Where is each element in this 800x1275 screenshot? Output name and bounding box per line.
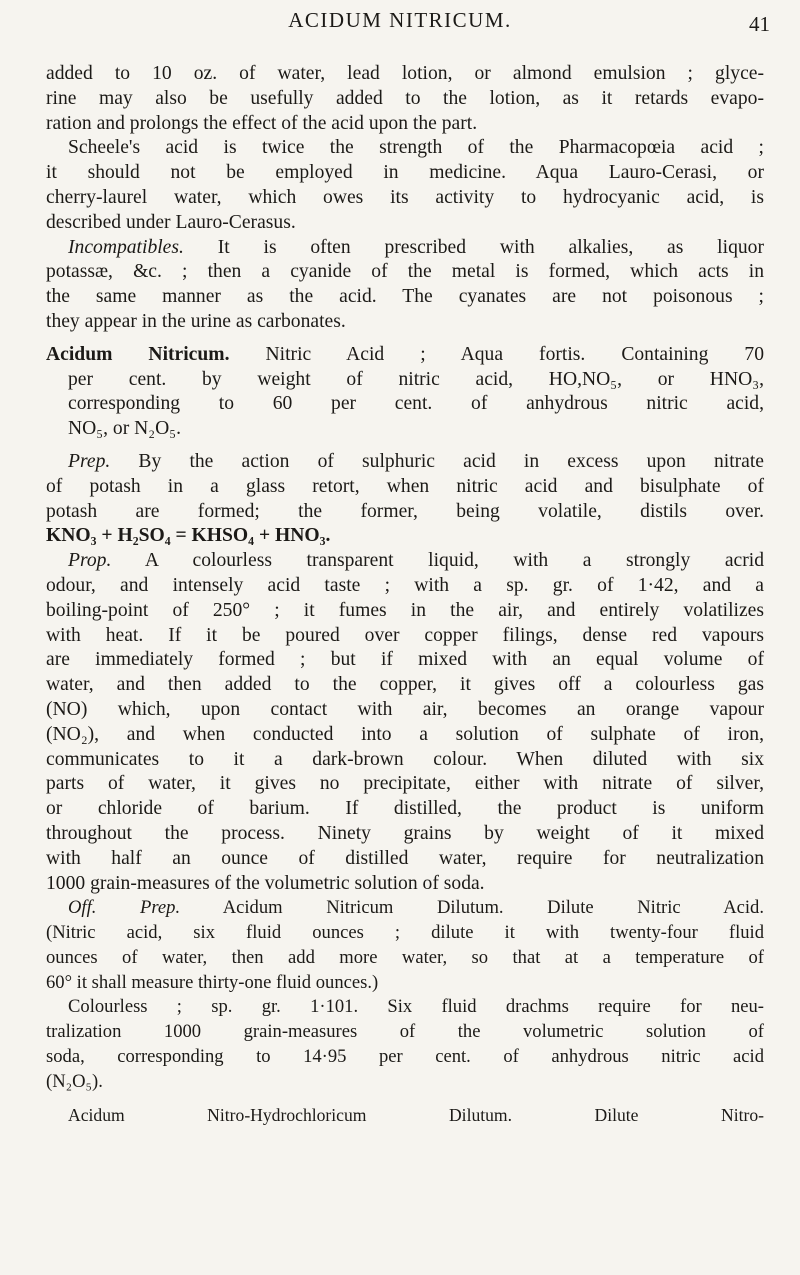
running-head: ACIDUM NITRICUM. <box>288 8 512 32</box>
text-line: ounces of water, then add more water, so that at a temperature of <box>46 946 764 968</box>
text-line: it should not be employed in medicine. Aqua Lauro-Cerasi, or <box>46 162 764 184</box>
text-line: added to 10 oz. of water, lead lotion, or almond emulsion ; glyce- <box>46 63 764 84</box>
text-line: boiling-point of 250° ; it fumes in the air, and entirely volatilizes <box>46 599 764 621</box>
text-line: parts of water, it gives no precipitate, either with nitrate of silver, <box>46 773 764 795</box>
section-heading: Prep. <box>68 450 111 472</box>
text-line: odour, and intensely acid taste ; with a sp. gr. of 1·42, and a <box>46 574 764 596</box>
text-line: communicates to it a dark-brown colour. When diluted with six <box>46 748 764 770</box>
text-line: they appear in the urine as carbonates. <box>46 310 346 332</box>
text-line: potash are formed; the former, being volatile, distils over. <box>46 500 764 522</box>
text-line: corresponding to 60 per cent. of anhydrous nitric acid, <box>68 393 764 415</box>
text-line: (Nitric acid, six fluid ounces ; dilute it with twenty-four fluid <box>46 922 764 944</box>
text-line: 1000 grain-measures of the volumetric solution of soda. <box>46 872 485 894</box>
text-line: Colourless ; sp. gr. 1·101. Six fluid drachms require for neu- <box>68 996 764 1018</box>
text-line: with heat. If it be poured over copper filings, dense red vapours <box>46 624 764 646</box>
section-heading: Incompatibles. <box>68 236 184 258</box>
text-line: 60° it shall measure thirty-one fluid ounces.) <box>46 971 379 993</box>
entry-acidum-nitricum: Acidum Nitricum. Nitric Acid ; Aqua fortis. Containing 70 <box>46 343 764 365</box>
text-line: (NO) which, upon contact with air, becomes an orange vapour <box>46 698 764 720</box>
entry-heading: Acidum Nitricum. <box>46 343 230 365</box>
text-line: cherry-laurel water, which owes its activity to hydrocyanic acid, is <box>46 186 764 208</box>
text-line: per cent. by weight of nitric acid, HO,NO₅, or HNO₃, <box>68 368 764 390</box>
text-line: the same manner as the acid. The cyanates are not poisonous ; <box>46 286 764 308</box>
chemical-equation: KNO₃ + H₂SO₄ = KHSO₄ + HNO₃. <box>46 525 331 547</box>
page-header <box>0 0 800 60</box>
section-incompatibles: Incompatibles. It is often prescribed with alkalies, as liquor <box>68 236 764 258</box>
text-line: ration and prolongs the effect of the acid upon the part. <box>46 112 478 134</box>
text-line: with half an ounce of distilled water, require for neutralization <box>46 847 764 869</box>
text-line: rine may also be usefully added to the lotion, as it retards evapo- <box>46 87 764 109</box>
text-line: described under Lauro-Cerasus. <box>46 211 296 233</box>
text-line: throughout the process. Ninety grains by weight of it mixed <box>46 822 764 844</box>
body-text <box>46 62 764 1127</box>
text-line: NO₅, or N₂O₅. <box>68 418 182 440</box>
section-heading: Off. Prep. <box>68 897 181 919</box>
section-prep: Prep. By the action of sulphuric acid in excess upon nitrate <box>68 450 764 472</box>
entry-acidum-nitro-hydrochloricum: Acidum Nitro-Hydrochloricum Dilutum. Dilute Nitro- <box>68 1104 764 1125</box>
text-line: of potash in a glass retort, when nitric acid and bisulphate of <box>46 475 764 497</box>
text-line: soda, corresponding to 14·95 per cent. of anhydrous nitric acid <box>46 1046 764 1068</box>
section-prop: Prop. A colourless transparent liquid, with a strongly acrid <box>68 550 764 572</box>
text-line: (N₂O₅). <box>46 1070 103 1092</box>
text-line: potassæ, &c. ; then a cyanide of the metal is formed, which acts in <box>46 261 764 283</box>
text-line: Scheele's acid is twice the strength of the Pharmacopœia acid ; <box>68 137 764 159</box>
text-line: are immediately formed ; but if mixed with an equal volume of <box>46 649 764 671</box>
text-line: (NO₂), and when conducted into a solution of sulphate of iron, <box>46 723 764 745</box>
page-number: 41 <box>749 12 770 36</box>
section-heading: Prop. <box>68 550 112 572</box>
text-line: water, and then added to the copper, it gives off a colourless gas <box>46 674 764 696</box>
section-off-prep: Off. Prep. Acidum Nitricum Dilutum. Dilute Nitric Acid. <box>68 897 764 919</box>
text-line: tralization 1000 grain-measures of the volumetric solution of <box>46 1021 764 1043</box>
text-line: or chloride of barium. If distilled, the product is uniform <box>46 798 764 820</box>
